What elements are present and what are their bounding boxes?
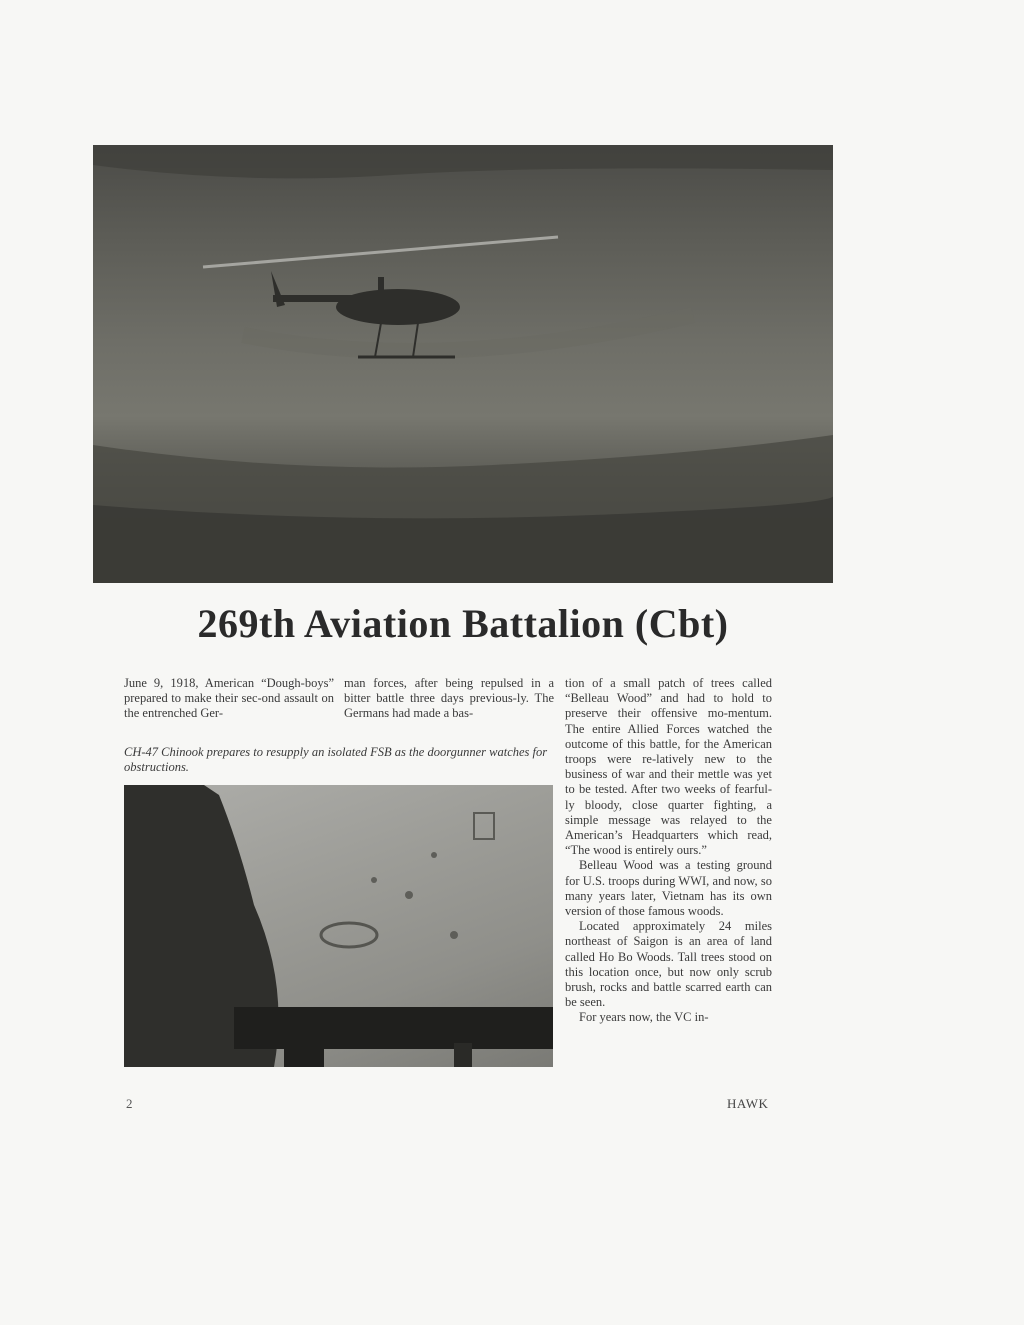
publication-name: HAWK (727, 1096, 769, 1111)
column-3-paragraph-1: tion of a small patch of trees called “Belleau Wood” and had to hold to preserve their offensive mo-mentum. The entire Allied Forces watched the outcome of this battle, for the American troops were re-latively new to the business of war and their mettle was yet to be tested. After two weeks of fearful-ly bloody, close quarter fighting, a simple message was relayed to the American’s Headquarters which read, “The wood is entirely ours.” (565, 676, 772, 858)
column-3-paragraph-4: For years now, the VC in- (579, 1010, 709, 1025)
article-column-1 (124, 676, 334, 722)
column-2-text: man forces, after being repulsed in a bitter battle three days previous-ly. The Germans had made a bas- (344, 676, 554, 721)
column-1-text: June 9, 1918, American “Dough-boys” prepared to make their sec-ond assault on the entrenched Ger- (124, 676, 334, 721)
photo-caption: CH-47 Chinook prepares to resupply an isolated FSB as the doorgunner watches for obstructions. (124, 745, 548, 774)
chinook-doorgunner-photo (124, 785, 553, 1067)
column-3-paragraph-3: Located approximately 24 miles northeast of Saigon is an area of land called Ho Bo Woods. Tall trees stood on this location once, but now only scrub brush, rocks and battle scarred earth can be seen. (565, 919, 772, 1010)
page-number: 2 (126, 1096, 133, 1111)
article-column-3 (565, 676, 772, 1026)
column-3-paragraph-2: Belleau Wood was a testing ground for U.S. troops during WWI, and now, so many years later, Vietnam has its own version of those famous woods. (565, 858, 772, 919)
article-column-2 (344, 676, 554, 722)
article-title: 269th Aviation Battalion (Cbt) (197, 601, 729, 646)
helicopter-photo (93, 145, 833, 583)
